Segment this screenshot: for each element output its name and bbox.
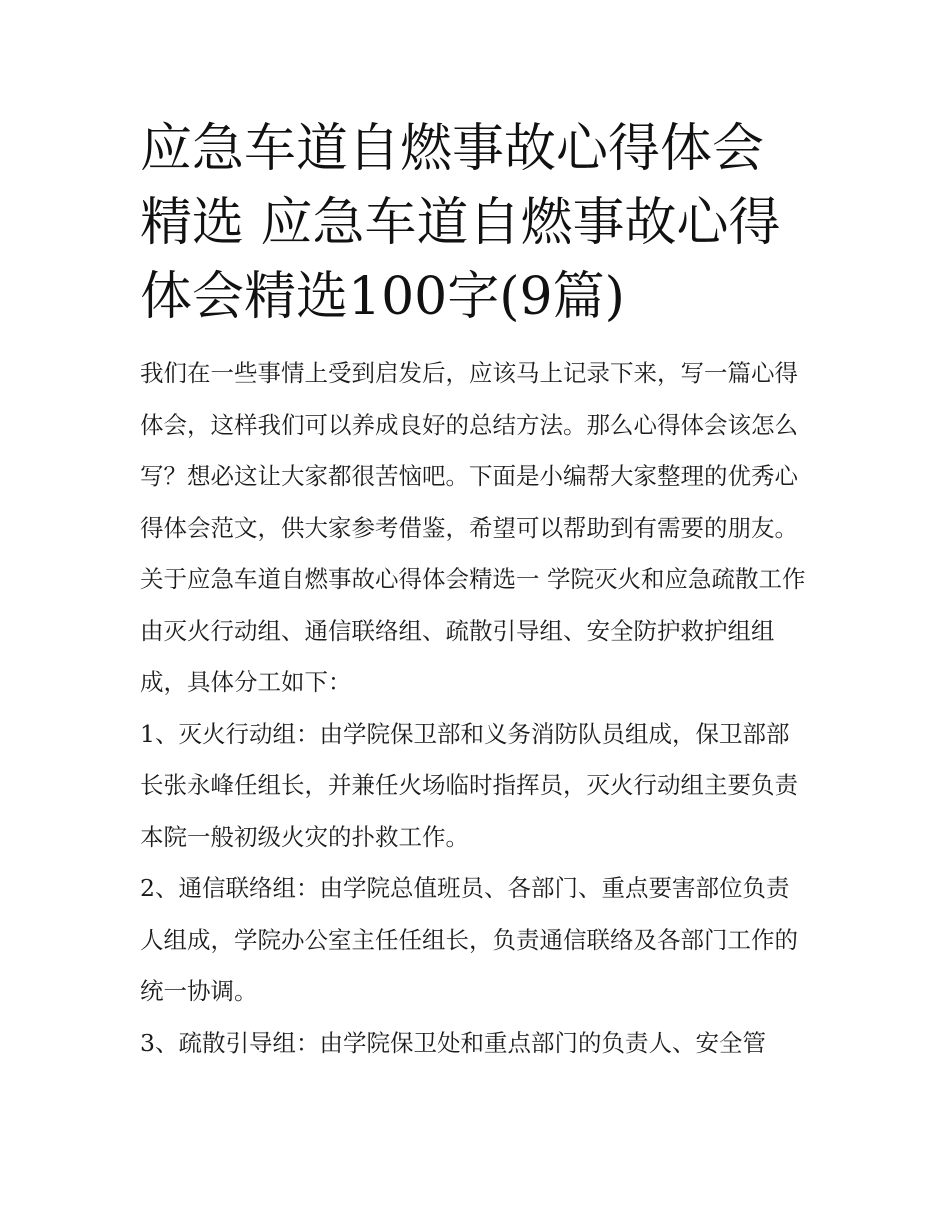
list-item-2: 2、通信联络组：由学院总值班员、各部门、重点要害部位负责人组成，学院办公室主任任组长，负责通信联络及各部门工作的统一协调。	[140, 874, 798, 1005]
list-item-1: 1、灭火行动组：由学院保卫部和义务消防队员组成，保卫部部长张永峰任组长，并兼任火场临时指挥员，灭火行动组主要负责本院一般初级火灾的扑救工作。	[140, 719, 798, 851]
list-item-3: 3、疏散引导组：由学院保卫处和重点部门的负责人、安全管	[140, 1028, 766, 1057]
intro-paragraph: 我们在一些事情上受到启发后，应该马上记录下来，写一篇心得体会，这样我们可以养成良好的总结方法。那么心得体会该怎么写？想必这让大家都很苦恼吧。下面是小编帮大家整理的优秀心得体会范文，供大家参考借鉴，希望可以帮助到有需要的朋友。	[140, 359, 798, 542]
document-title: 应急车道自燃事故心得体会精选 应急车道自燃事故心得体会精选100字(9篇)	[140, 119, 781, 327]
section-one-paragraph: 关于应急车道自燃事故心得体会精选一 学院灭火和应急疏散工作由灭火行动组、通信联络组、疏散引导组、安全防护救护组组成，具体分工如下：	[140, 565, 806, 696]
document-body	[140, 112, 812, 1069]
